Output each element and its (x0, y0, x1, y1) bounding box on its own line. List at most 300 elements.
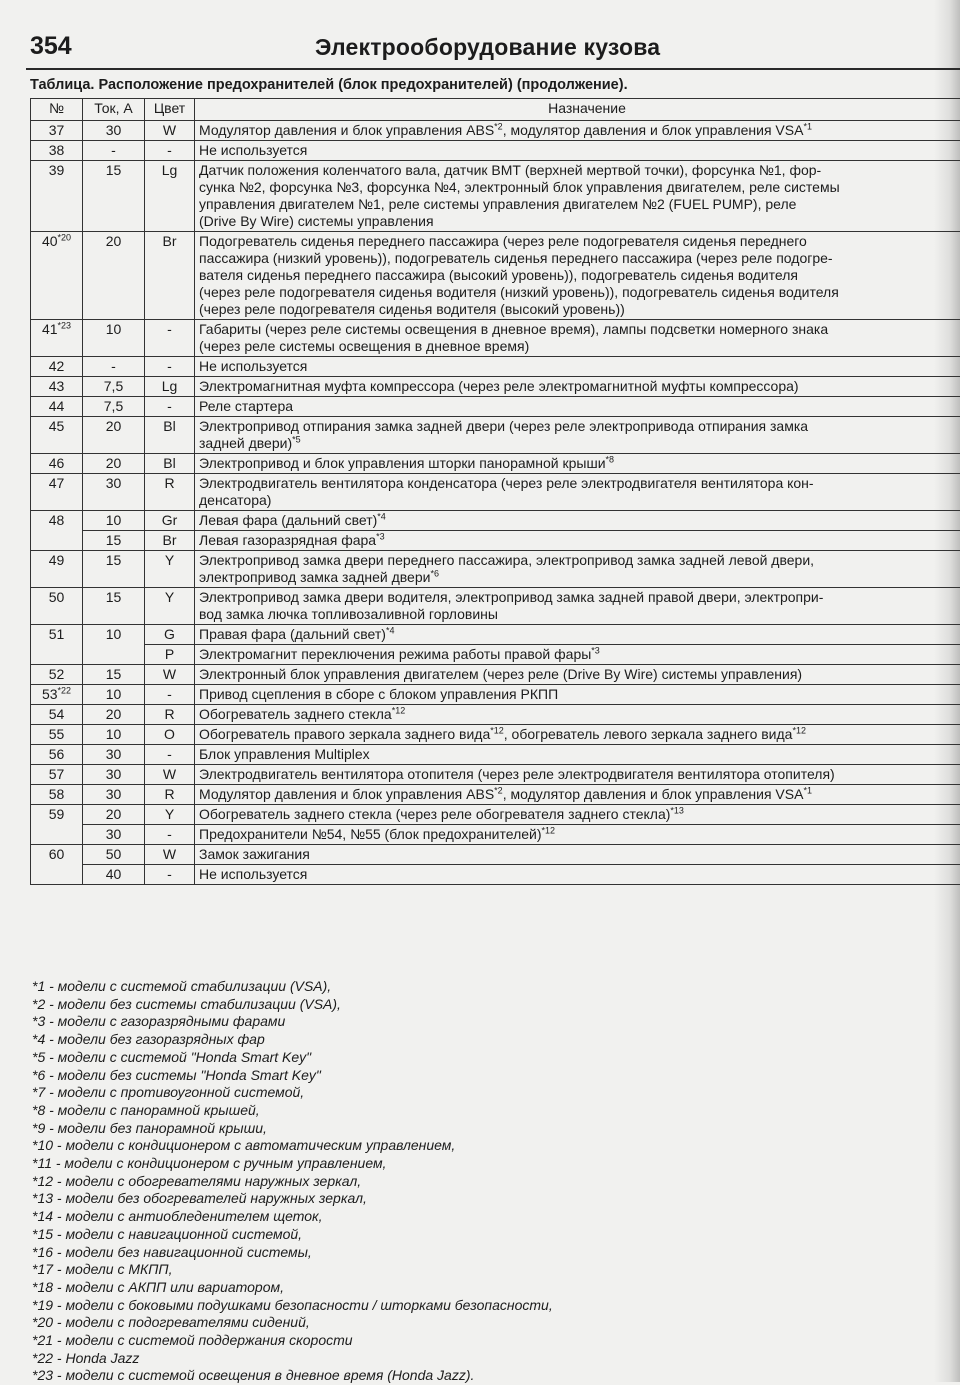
fuse-purpose-cell (195, 805, 960, 825)
purpose-text: Правая фара (дальний свет) (199, 626, 386, 642)
purpose-text: задней двери) (199, 435, 292, 451)
footnote-item: *15 - модели с навигационной системой, (32, 1226, 553, 1244)
purpose-text: пассажира (низкий уровень)), подогреватель сиденья переднего пассажира (через реле подогре- (199, 250, 833, 266)
fuse-current-cell (83, 685, 145, 705)
fuse-color-cell (145, 845, 195, 865)
table-row (31, 161, 960, 232)
fuse-purpose-cell (195, 825, 960, 845)
footnote-item: *17 - модели с МКПП, (32, 1261, 553, 1279)
fuse-color: W (163, 122, 176, 138)
fuse-color: Lg (162, 378, 178, 394)
fuse-purpose-cell (195, 865, 960, 885)
footnote-item: *9 - модели без панорамной крыши, (32, 1120, 553, 1138)
fuse-current: 15 (106, 552, 122, 568)
footnote-item: *23 - модели с системой освещения в дневное время (Honda Jazz). (32, 1367, 553, 1385)
purpose-text: Не используется (199, 142, 307, 158)
fuse-number-cell (31, 417, 83, 454)
purpose-text: (через реле системы освещения в дневное время) (199, 338, 529, 354)
footnote-item: *8 - модели с панорамной крышей, (32, 1102, 553, 1120)
table-row (31, 645, 960, 665)
fuse-number-cell (31, 474, 83, 511)
fuse-number-cell (31, 357, 83, 377)
fuse-number-cell (31, 665, 83, 685)
purpose-footnote-ref: *6 (430, 568, 439, 578)
fuse-number-cell (31, 725, 83, 745)
purpose-footnote-ref: *12 (792, 725, 806, 735)
fuse-table (30, 98, 960, 885)
fuse-purpose-cell (195, 645, 960, 665)
fuse-color: Bl (163, 455, 175, 471)
fuse-color: W (163, 766, 176, 782)
purpose-text: Электропривод отпирания замка задней двери (через реле электропривода отпирания замка (199, 418, 808, 434)
fuse-color: - (167, 826, 172, 842)
fuse-color-cell (145, 232, 195, 320)
fuse-color-cell (145, 397, 195, 417)
fuse-number-footnote-ref: *22 (58, 685, 72, 695)
table-row (31, 357, 960, 377)
table-row (31, 625, 960, 645)
fuse-current-cell (83, 725, 145, 745)
fuse-color-cell (145, 474, 195, 511)
fuse-number-cell (31, 765, 83, 785)
fuse-purpose-cell (195, 320, 960, 357)
fuse-current-cell (83, 161, 145, 232)
fuse-current: 10 (106, 726, 122, 742)
fuse-color: Lg (162, 162, 178, 178)
fuse-number: 59 (49, 806, 65, 822)
footnote-item: *3 - модели с газоразрядными фарами (32, 1013, 553, 1031)
table-row (31, 588, 960, 625)
fuse-current: 20 (106, 233, 122, 249)
fuse-current: 20 (106, 418, 122, 434)
fuse-color-cell (145, 511, 195, 531)
fuse-color-cell (145, 454, 195, 474)
fuse-color: - (167, 142, 172, 158)
column-header-current: Ток, А (83, 99, 145, 121)
fuse-purpose-cell (195, 785, 960, 805)
purpose-text: Обогреватель правого зеркала заднего вида (199, 726, 490, 742)
table-row (31, 805, 960, 825)
fuse-number: 55 (49, 726, 65, 742)
table-caption: Таблица. Расположение предохранителей (блок предохранителей) (продолжение). (30, 77, 628, 93)
purpose-text: Электропривод и блок управления шторки панорамной крыши (199, 455, 606, 471)
purpose-text: денсатора) (199, 492, 271, 508)
fuse-number-cell (31, 320, 83, 357)
fuse-current: 10 (106, 686, 122, 702)
fuse-current-cell (83, 141, 145, 161)
fuse-purpose-cell (195, 232, 960, 320)
purpose-text: Электродвигатель вентилятора конденсатора (через реле электродвигателя вентилятора кон- (199, 475, 814, 491)
fuse-number: 38 (49, 142, 65, 158)
page-number: 354 (30, 32, 72, 61)
fuse-current: 40 (106, 866, 122, 882)
fuse-color-cell (145, 785, 195, 805)
purpose-footnote-ref: *4 (386, 625, 395, 635)
fuse-number: 46 (49, 455, 65, 471)
purpose-footnote-ref: *13 (670, 805, 684, 815)
footnote-item: *16 - модели без навигационной системы, (32, 1244, 553, 1262)
fuse-number-cell (31, 511, 83, 551)
table-row (31, 141, 960, 161)
header-rule (26, 68, 960, 70)
fuse-current: - (111, 358, 116, 374)
footnote-item: *11 - модели с кондиционером с ручным управлением, (32, 1155, 553, 1173)
fuse-color-cell (145, 531, 195, 551)
fuse-number: 47 (49, 475, 65, 491)
purpose-text: электропривод замка задней двери (199, 569, 430, 585)
purpose-text: Электронный блок управления двигателем (через реле (Drive By Wire) системы управления) (199, 666, 802, 682)
fuse-purpose-cell (195, 511, 960, 531)
fuse-color: Gr (162, 512, 178, 528)
fuse-current: 30 (106, 826, 122, 842)
fuse-current: 30 (106, 122, 122, 138)
fuse-purpose-cell (195, 625, 960, 645)
fuse-current: 15 (106, 589, 122, 605)
fuse-color: Bl (163, 418, 175, 434)
footnote-item: *14 - модели с антиобледенителем щеток, (32, 1208, 553, 1226)
table-row (31, 745, 960, 765)
fuse-number-cell (31, 625, 83, 665)
fuse-color: Y (165, 806, 174, 822)
fuse-current-cell (83, 865, 145, 885)
fuse-number-cell (31, 121, 83, 141)
fuse-purpose-cell (195, 141, 960, 161)
purpose-text: Электродвигатель вентилятора отопителя (через реле электродвигателя вентилятора отопителя) (199, 766, 835, 782)
fuse-current-cell (83, 397, 145, 417)
fuse-color: R (164, 706, 174, 722)
purpose-footnote-ref: *8 (606, 454, 615, 464)
purpose-text: Датчик положения коленчатого вала, датчик ВМТ (верхней мертвой точки), форсунка №1, фор- (199, 162, 821, 178)
purpose-footnote-ref: *12 (542, 825, 556, 835)
purpose-footnote-ref: *1 (803, 121, 812, 131)
purpose-text: , модулятор давления и блок управления VSA (503, 122, 804, 138)
table-row (31, 121, 960, 141)
fuse-current-cell (83, 845, 145, 865)
purpose-text: Замок зажигания (199, 846, 310, 862)
purpose-text: (Drive By Wire) системы управления (199, 213, 434, 229)
purpose-text: Обогреватель заднего стекла (через реле обогревателя заднего стекла) (199, 806, 670, 822)
fuse-current-cell (83, 588, 145, 625)
fuse-color: Br (163, 233, 177, 249)
purpose-text: управления двигателем №1, реле системы управления двигателем №2 (FUEL PUMP), реле (199, 196, 796, 212)
fuse-number-cell (31, 141, 83, 161)
fuse-color-cell (145, 685, 195, 705)
fuse-number-footnote-ref: *20 (58, 232, 72, 242)
fuse-number: 56 (49, 746, 65, 762)
purpose-text: , модулятор давления и блок управления VSA (503, 786, 804, 802)
table-row (31, 865, 960, 885)
fuse-current: 15 (106, 162, 122, 178)
purpose-text: Электропривод замка двери переднего пассажира, электропривод замка задней левой двери, (199, 552, 814, 568)
fuse-number: 41 (42, 321, 58, 337)
fuse-purpose-cell (195, 161, 960, 232)
fuse-number: 39 (49, 162, 65, 178)
footnote-item: *7 - модели с противоугонной системой, (32, 1084, 553, 1102)
fuse-current: 10 (106, 626, 122, 642)
fuse-number: 49 (49, 552, 65, 568)
purpose-text: сунка №2, форсунка №3, форсунка №4, электронный блок управления двигателем, реле системы (199, 179, 840, 195)
purpose-text: Левая газоразрядная фара (199, 532, 376, 548)
purpose-text: (через реле подогревателя сиденья водителя (низкий уровень)), подогреватель сиденья водителя (199, 284, 839, 300)
fuse-current: 7,5 (104, 378, 123, 394)
table-row (31, 417, 960, 454)
fuse-current: 30 (106, 786, 122, 802)
fuse-color: R (164, 475, 174, 491)
fuse-purpose-cell (195, 121, 960, 141)
footnote-item: *20 - модели с подогревателями сидений, (32, 1314, 553, 1332)
fuse-color-cell (145, 705, 195, 725)
fuse-number: 60 (49, 846, 65, 862)
fuse-number-footnote-ref: *23 (58, 320, 72, 330)
fuse-current-cell (83, 705, 145, 725)
fuse-current-cell (83, 745, 145, 765)
footnote-item: *18 - модели с АКПП или вариатором, (32, 1279, 553, 1297)
chapter-title: Электрооборудование кузова (315, 34, 660, 61)
purpose-text: Модулятор давления и блок управления ABS (199, 122, 494, 138)
fuse-color-cell (145, 745, 195, 765)
fuse-purpose-cell (195, 357, 960, 377)
purpose-text: Электромагнитная муфта компрессора (через реле электромагнитной муфты компрессора) (199, 378, 799, 394)
fuse-purpose-cell (195, 745, 960, 765)
fuse-purpose-cell (195, 551, 960, 588)
fuse-color: - (167, 686, 172, 702)
footnote-item: *13 - модели без обогревателей наружных зеркал, (32, 1190, 553, 1208)
fuse-purpose-cell (195, 845, 960, 865)
footnote-item: *19 - модели с боковыми подушками безопасности / шторками безопасности, (32, 1297, 553, 1315)
fuse-purpose-cell (195, 531, 960, 551)
fuse-current-cell (83, 377, 145, 397)
purpose-text: Привод сцепления в сборе с блоком управления РКПП (199, 686, 558, 702)
footnote-item: *1 - модели с системой стабилизации (VSA), (32, 978, 553, 996)
fuse-color-cell (145, 377, 195, 397)
table-row (31, 232, 960, 320)
fuse-number: 58 (49, 786, 65, 802)
fuse-number-cell (31, 785, 83, 805)
fuse-current-cell (83, 825, 145, 845)
fuse-current-cell (83, 357, 145, 377)
purpose-footnote-ref: *12 (490, 725, 504, 735)
fuse-number: 37 (49, 122, 65, 138)
footnote-item: *12 - модели с обогревателями наружных зеркал, (32, 1173, 553, 1191)
fuse-current: 10 (106, 321, 122, 337)
fuse-color-cell (145, 357, 195, 377)
table-row (31, 665, 960, 685)
fuse-current-cell (83, 531, 145, 551)
table-row (31, 685, 960, 705)
footnote-item: *5 - модели с системой "Honda Smart Key" (32, 1049, 553, 1067)
purpose-footnote-ref: *12 (392, 705, 406, 715)
fuse-number-cell (31, 161, 83, 232)
purpose-text: Не используется (199, 866, 307, 882)
fuse-number-cell (31, 588, 83, 625)
purpose-text: Подогреватель сиденья переднего пассажира (через реле подогревателя сиденья переднего (199, 233, 807, 249)
table-row (31, 705, 960, 725)
fuse-number: 43 (49, 378, 65, 394)
fuse-current: 15 (106, 666, 122, 682)
fuse-number-cell (31, 377, 83, 397)
fuse-current: 20 (106, 706, 122, 722)
fuse-purpose-cell (195, 685, 960, 705)
fuse-current-cell (83, 454, 145, 474)
table-row (31, 320, 960, 357)
fuse-number: 40 (42, 233, 58, 249)
fuse-color: P (165, 646, 174, 662)
purpose-text: , обогреватель левого зеркала заднего вида (504, 726, 793, 742)
fuse-current-cell (83, 417, 145, 454)
purpose-text: (через реле подогревателя сиденья водителя (высокий уровень)) (199, 301, 625, 317)
footnote-item: *21 - модели с системой поддержания скорости (32, 1332, 553, 1350)
purpose-text: Электромагнит переключения режима работы правой фары (199, 646, 591, 662)
fuse-purpose-cell (195, 665, 960, 685)
table-row (31, 531, 960, 551)
fuse-color-cell (145, 865, 195, 885)
fuse-number: 44 (49, 398, 65, 414)
fuse-color: - (167, 746, 172, 762)
fuse-current: 7,5 (104, 398, 123, 414)
purpose-text: Электропривод замка двери водителя, электропривод замка задней правой двери, электропри- (199, 589, 823, 605)
purpose-text: Модулятор давления и блок управления ABS (199, 786, 494, 802)
fuse-color-cell (145, 725, 195, 745)
column-header-color: Цвет (145, 99, 195, 121)
purpose-footnote-ref: *3 (591, 645, 600, 655)
fuse-current: 20 (106, 806, 122, 822)
footnote-item: *22 - Honda Jazz (32, 1350, 553, 1368)
purpose-text: вод замка лючка топливозаливной горловины (199, 606, 498, 622)
footnotes (32, 978, 553, 1385)
fuse-color-cell (145, 645, 195, 665)
fuse-number-cell (31, 397, 83, 417)
fuse-number-cell (31, 685, 83, 705)
fuse-number: 54 (49, 706, 65, 722)
purpose-text: Реле стартера (199, 398, 293, 414)
fuse-purpose-cell (195, 454, 960, 474)
fuse-current-cell (83, 320, 145, 357)
fuse-number-cell (31, 805, 83, 845)
table-row (31, 785, 960, 805)
fuse-current-cell (83, 551, 145, 588)
fuse-color-cell (145, 765, 195, 785)
footnote-item: *6 - модели без системы "Honda Smart Key" (32, 1067, 553, 1085)
table-row (31, 551, 960, 588)
fuse-color: Y (165, 589, 174, 605)
fuse-current: 30 (106, 475, 122, 491)
fuse-color: W (163, 666, 176, 682)
fuse-purpose-cell (195, 474, 960, 511)
fuse-current: 10 (106, 512, 122, 528)
fuse-number: 48 (49, 512, 65, 528)
fuse-color-cell (145, 161, 195, 232)
fuse-number-cell (31, 705, 83, 725)
table-row (31, 454, 960, 474)
table-row (31, 765, 960, 785)
fuse-color: - (167, 321, 172, 337)
fuse-current-cell (83, 625, 145, 665)
fuse-number: 45 (49, 418, 65, 434)
purpose-footnote-ref: *4 (377, 511, 386, 521)
fuse-number-cell (31, 454, 83, 474)
fuse-table-body (31, 121, 960, 885)
fuse-current: 30 (106, 766, 122, 782)
fuse-purpose-cell (195, 377, 960, 397)
table-row (31, 845, 960, 865)
fuse-color: - (167, 358, 172, 374)
purpose-text: Блок управления Multiplex (199, 746, 370, 762)
fuse-color-cell (145, 588, 195, 625)
fuse-color-cell (145, 625, 195, 645)
table-row (31, 825, 960, 845)
fuse-current-cell (83, 232, 145, 320)
table-row (31, 397, 960, 417)
fuse-current: - (111, 142, 116, 158)
fuse-number: 57 (49, 766, 65, 782)
fuse-number: 53 (42, 686, 58, 702)
fuse-current-cell (83, 121, 145, 141)
fuse-number-cell (31, 745, 83, 765)
purpose-text: вателя сиденья переднего пассажира (высокий уровень)), подогреватель сиденья водителя (199, 267, 798, 283)
fuse-color: - (167, 398, 172, 414)
purpose-text: Левая фара (дальний свет) (199, 512, 377, 528)
fuse-color-cell (145, 121, 195, 141)
fuse-purpose-cell (195, 705, 960, 725)
fuse-current: 20 (106, 455, 122, 471)
fuse-purpose-cell (195, 417, 960, 454)
fuse-current-cell (83, 665, 145, 685)
fuse-purpose-cell (195, 725, 960, 745)
fuse-current: 50 (106, 846, 122, 862)
fuse-number-cell (31, 845, 83, 885)
fuse-color-cell (145, 805, 195, 825)
fuse-color-cell (145, 417, 195, 454)
purpose-footnote-ref: *1 (803, 785, 812, 795)
column-header-purpose: Назначение (195, 99, 960, 121)
fuse-current-cell (83, 785, 145, 805)
fuse-current: 30 (106, 746, 122, 762)
fuse-color-cell (145, 825, 195, 845)
purpose-footnote-ref: *3 (376, 531, 385, 541)
column-header-number: № (31, 99, 83, 121)
fuse-color: Y (165, 552, 174, 568)
purpose-text: Обогреватель заднего стекла (199, 706, 392, 722)
fuse-number-cell (31, 551, 83, 588)
purpose-text: Габариты (через реле системы освещения в дневное время), лампы подсветки номерного знака (199, 321, 828, 337)
fuse-current-cell (83, 765, 145, 785)
table-row (31, 725, 960, 745)
fuse-number: 51 (49, 626, 65, 642)
table-row (31, 511, 960, 531)
table-row (31, 474, 960, 511)
fuse-color: O (164, 726, 175, 742)
fuse-color: Br (163, 532, 177, 548)
fuse-current-cell (83, 805, 145, 825)
fuse-color-cell (145, 141, 195, 161)
purpose-footnote-ref: *5 (292, 434, 301, 444)
fuse-color: - (167, 866, 172, 882)
table-header-row (31, 99, 960, 121)
purpose-footnote-ref: *2 (494, 121, 503, 131)
fuse-color-cell (145, 551, 195, 588)
fuse-current: 15 (106, 532, 122, 548)
fuse-number: 42 (49, 358, 65, 374)
purpose-text: Предохранители №54, №55 (блок предохранителей) (199, 826, 542, 842)
footnote-item: *4 - модели без газоразрядных фар (32, 1031, 553, 1049)
fuse-number: 52 (49, 666, 65, 682)
fuse-number-cell (31, 232, 83, 320)
fuse-purpose-cell (195, 397, 960, 417)
fuse-color-cell (145, 665, 195, 685)
table-row (31, 377, 960, 397)
fuse-color: W (163, 846, 176, 862)
footnote-item: *2 - модели без системы стабилизации (VSA), (32, 996, 553, 1014)
